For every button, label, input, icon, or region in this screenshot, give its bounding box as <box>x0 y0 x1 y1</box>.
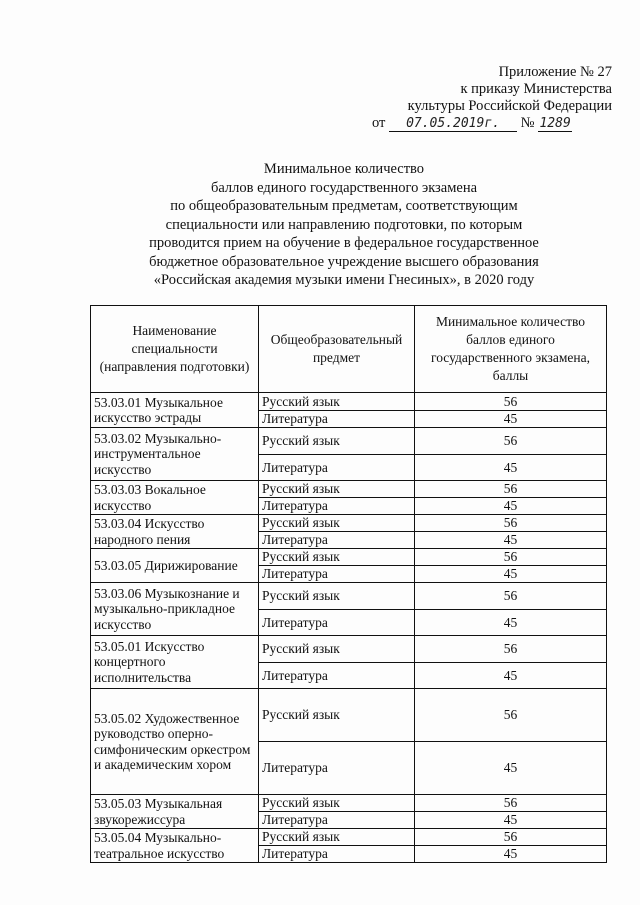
specialty-cell: 53.05.02 Художественное руководство оперно-симфоническим оркестром и академическим хором <box>91 689 259 795</box>
score-cell: 56 <box>415 515 607 532</box>
specialty-cell: 53.05.04 Музыкально-театральное искусство <box>91 829 259 863</box>
table-row <box>91 549 607 566</box>
score-cell: 56 <box>415 795 607 812</box>
specialty-cell: 53.03.06 Музыкознание и музыкально-прикладное искусство <box>91 583 259 636</box>
score-cell: 45 <box>415 742 607 795</box>
order-number: 1289 <box>539 116 571 131</box>
subject-cell: Литература <box>259 663 415 689</box>
appendix-number: Приложение № 27 <box>498 64 612 80</box>
specialty-cell: 53.03.03 Вокальное искусство <box>91 481 259 515</box>
score-cell: 45 <box>415 663 607 689</box>
score-cell: 56 <box>415 481 607 498</box>
appendix-order-ref: к приказу Министерства <box>460 81 612 97</box>
header-min-score: Минимальное количество баллов единого государственного экзамена, баллы <box>415 306 607 393</box>
score-cell: 45 <box>415 455 607 481</box>
subject-cell: Литература <box>259 411 415 428</box>
subject-cell: Русский язык <box>259 549 415 566</box>
score-cell: 45 <box>415 532 607 549</box>
score-cell: 56 <box>415 549 607 566</box>
specialty-cell: 53.05.03 Музыкальная звукорежиссура <box>91 795 259 829</box>
table-row <box>91 515 607 532</box>
table-header-row <box>91 306 607 393</box>
scores-table <box>90 305 607 863</box>
title-line: по общеобразовательным предметам, соответствующим <box>170 198 518 214</box>
score-cell: 56 <box>415 829 607 846</box>
header-specialty: Наименование специальности (направления подготовки) <box>91 306 259 393</box>
specialty-cell: 53.03.01 Музыкальное искусство эстрады <box>91 393 259 428</box>
title-line: «Российская академия музыки имени Гнесиных», в 2020 году <box>153 272 535 288</box>
appendix-ministry: культуры Российской Федерации <box>407 98 612 114</box>
subject-cell: Русский язык <box>259 689 415 742</box>
specialty-cell: 53.03.04 Искусство народного пения <box>91 515 259 549</box>
table-row <box>91 689 607 742</box>
title-line: Минимальное количество <box>263 161 425 177</box>
order-date-line <box>372 115 612 132</box>
title-line: проводится прием на обучение в федеральное государственное <box>149 235 539 251</box>
specialty-cell: 53.05.01 Искусство концертного исполнительства <box>91 636 259 689</box>
title-line: специальности или направлению подготовки, по которым <box>165 216 523 233</box>
subject-cell: Русский язык <box>259 393 415 411</box>
score-cell: 45 <box>415 610 607 636</box>
score-cell: 56 <box>415 689 607 742</box>
table-row <box>91 583 607 610</box>
score-cell: 45 <box>415 498 607 515</box>
score-cell: 56 <box>415 583 607 610</box>
document-title <box>100 160 588 290</box>
subject-cell: Литература <box>259 610 415 636</box>
table-row <box>91 636 607 663</box>
appendix-header <box>372 64 612 132</box>
table-row <box>91 481 607 498</box>
specialty-cell: 53.03.05 Дирижирование <box>91 549 259 583</box>
subject-cell: Литература <box>259 532 415 549</box>
score-cell: 56 <box>415 636 607 663</box>
subject-cell: Русский язык <box>259 481 415 498</box>
subject-cell: Русский язык <box>259 795 415 812</box>
subject-cell: Русский язык <box>259 428 415 455</box>
score-cell: 45 <box>415 812 607 829</box>
title-line: баллов единого государственного экзамена <box>210 179 478 196</box>
subject-cell: Русский язык <box>259 636 415 663</box>
subject-cell: Литература <box>259 846 415 863</box>
order-date: 07.05.2019г. <box>389 116 517 132</box>
subject-cell: Литература <box>259 812 415 829</box>
subject-cell: Литература <box>259 455 415 481</box>
subject-cell: Русский язык <box>259 583 415 610</box>
header-subject: Общеобразовательный предмет <box>259 306 415 393</box>
table-row <box>91 393 607 411</box>
table-row <box>91 829 607 846</box>
subject-cell: Литература <box>259 742 415 795</box>
score-cell: 56 <box>415 393 607 411</box>
table-row <box>91 795 607 812</box>
score-cell: 56 <box>415 428 607 455</box>
subject-cell: Русский язык <box>259 515 415 532</box>
title-line: бюджетное образовательное учреждение высшего образования <box>149 253 539 270</box>
specialty-cell: 53.03.02 Музыкально-инструментальное искусство <box>91 428 259 481</box>
score-cell: 45 <box>415 846 607 863</box>
subject-cell: Литература <box>259 498 415 515</box>
from-label: от <box>372 115 386 131</box>
number-label: № <box>520 115 535 131</box>
table-row <box>91 428 607 455</box>
subject-cell: Литература <box>259 566 415 583</box>
score-cell: 45 <box>415 411 607 428</box>
score-cell: 45 <box>415 566 607 583</box>
subject-cell: Русский язык <box>259 829 415 846</box>
